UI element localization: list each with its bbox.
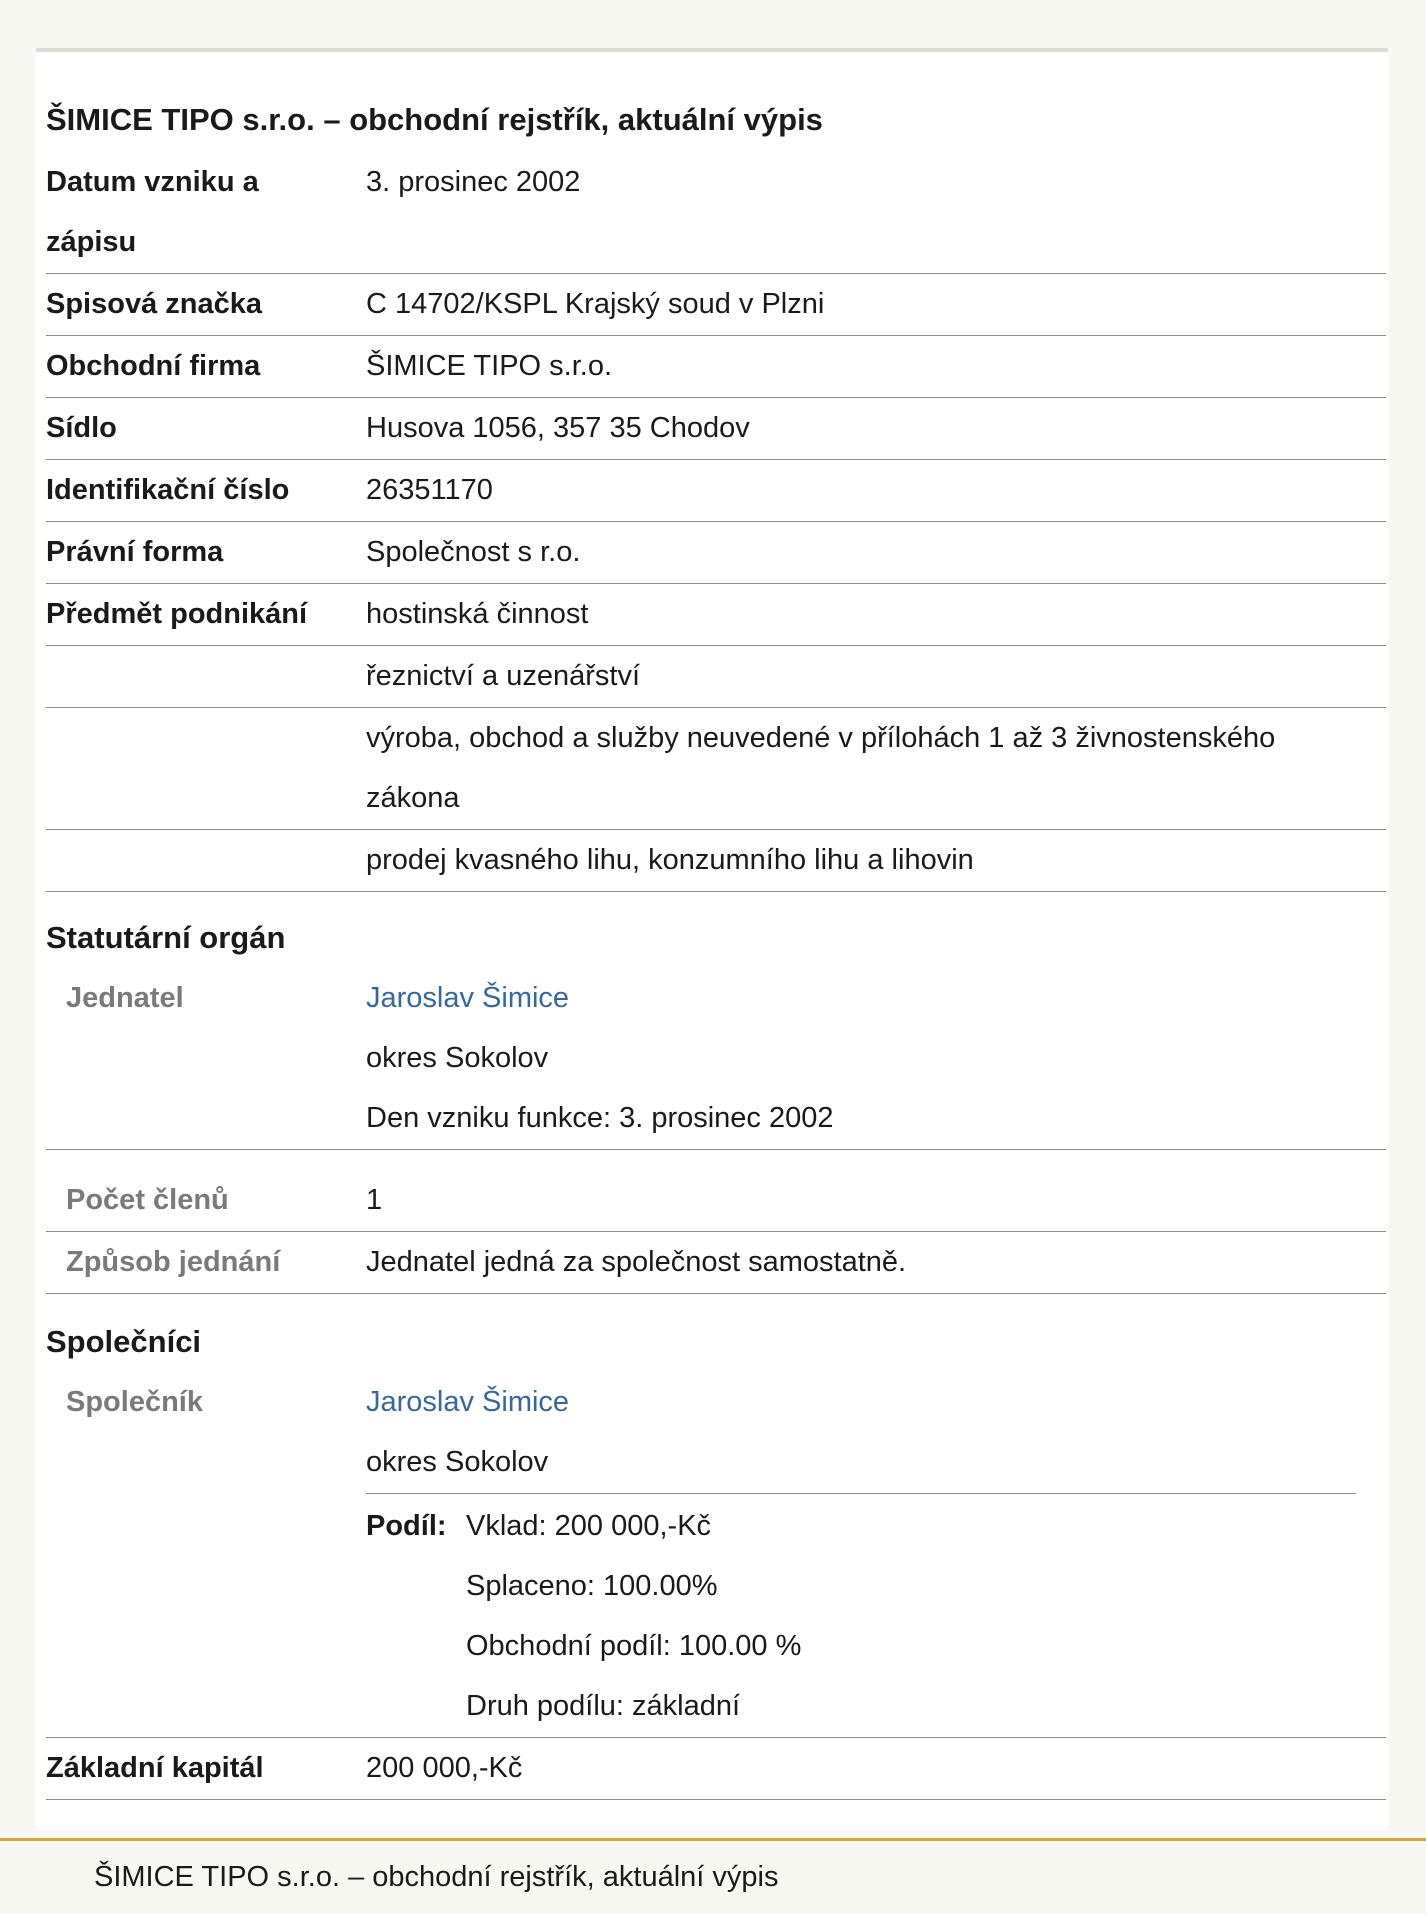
row-company-name <box>46 336 1386 398</box>
row-business-1 <box>46 584 1386 646</box>
label-executive: Jednatel <box>66 982 184 1014</box>
label-founding-date <box>46 152 346 272</box>
row-company-id <box>46 460 1386 522</box>
value-executive <box>366 968 1366 1148</box>
label-company-id: Identifikační číslo <box>46 474 290 506</box>
row-business-4 <box>46 830 1386 892</box>
row-share <box>46 1496 1386 1738</box>
business-item <box>366 646 1366 706</box>
seat-text: Husova 1056, 357 35 Chodov <box>366 412 750 444</box>
value-partner <box>366 1372 1366 1492</box>
row-executive <box>46 968 1386 1150</box>
label-legal-form: Právní forma <box>46 536 224 568</box>
business-item-text: hostinská činnost <box>366 598 589 630</box>
section-heading-statutory: Statutární orgán <box>46 920 286 955</box>
company-id-text: 26351170 <box>366 474 493 506</box>
footer-bar <box>0 1838 1426 1914</box>
label-company-name: Obchodní firma <box>46 350 261 382</box>
value-company-id <box>366 460 1366 520</box>
share-type: Druh podílu: základní <box>466 1690 741 1722</box>
share-deposit: Vklad: 200 000,-Kč <box>466 1510 712 1542</box>
company-name-text: ŠIMICE TIPO s.r.o. <box>366 350 613 382</box>
founding-date-text: 3. prosinec 2002 <box>366 166 581 198</box>
value-legal-form <box>366 522 1366 582</box>
value-founding-date <box>366 152 1366 212</box>
row-legal-form <box>46 522 1386 584</box>
label-capital: Základní kapitál <box>46 1752 264 1784</box>
legal-form-text: Společnost s r.o. <box>366 536 581 568</box>
business-item-text: řeznictví a uzenářství <box>366 660 640 692</box>
label-founding-date-line2: zápisu <box>46 226 137 258</box>
row-seat <box>46 398 1386 460</box>
business-item <box>366 830 1366 890</box>
row-partner <box>46 1372 1386 1492</box>
conduct-text: Jednatel jedná za společnost samostatně. <box>366 1246 907 1278</box>
partner-district: okres Sokolov <box>366 1446 549 1478</box>
footer-title: ŠIMICE TIPO s.r.o. – obchodní rejstřík, aktuální výpis <box>94 1861 779 1893</box>
file-number-text: C 14702/KSPL Krajský soud v Plzni <box>366 288 825 320</box>
share-paid: Splaceno: 100.00% <box>466 1570 718 1602</box>
business-item-text-continued: zákona <box>366 782 460 814</box>
business-item <box>366 708 1366 828</box>
label-founding-date-line1: Datum vzniku a <box>46 166 259 198</box>
value-conduct <box>366 1232 1366 1292</box>
value-file-number <box>366 274 1366 334</box>
share-details <box>466 1496 801 1736</box>
share-business: Obchodní podíl: 100.00 % <box>466 1630 802 1662</box>
label-seat: Sídlo <box>46 412 117 444</box>
row-file-number <box>46 274 1386 336</box>
value-company-name <box>366 336 1366 396</box>
label-conduct: Způsob jednání <box>66 1246 281 1278</box>
executive-name-link[interactable]: Jaroslav Šimice <box>366 982 570 1014</box>
members-count-text: 1 <box>366 1184 383 1216</box>
row-conduct <box>46 1232 1386 1294</box>
label-file-number: Spisová značka <box>46 288 262 320</box>
row-members-count <box>46 1170 1386 1232</box>
label-share: Podíl: <box>366 1510 447 1542</box>
document-title: ŠIMICE TIPO s.r.o. – obchodní rejstřík, aktuální výpis <box>46 102 823 137</box>
business-item <box>366 584 1366 644</box>
label-members-count: Počet členů <box>66 1184 229 1216</box>
label-business: Předmět podnikání <box>46 598 308 630</box>
executive-since: Den vzniku funkce: 3. prosinec 2002 <box>366 1102 834 1134</box>
row-business-3 <box>46 708 1386 830</box>
row-capital <box>46 1738 1386 1800</box>
executive-district: okres Sokolov <box>366 1042 549 1074</box>
row-business-2 <box>46 646 1386 708</box>
share-divider <box>366 1493 1356 1494</box>
value-capital <box>366 1738 1366 1798</box>
business-item-text: výroba, obchod a služby neuvedené v přílohách 1 až 3 živnostenského <box>366 722 1276 754</box>
capital-text: 200 000,-Kč <box>366 1752 523 1784</box>
business-item-text: prodej kvasného lihu, konzumního lihu a lihovin <box>366 844 974 876</box>
partner-name-link[interactable]: Jaroslav Šimice <box>366 1386 570 1418</box>
section-heading-partners: Společníci <box>46 1324 202 1359</box>
value-members-count <box>366 1170 1366 1230</box>
value-seat <box>366 398 1366 458</box>
row-founding-date <box>46 152 1386 274</box>
label-partner: Společník <box>66 1386 203 1418</box>
